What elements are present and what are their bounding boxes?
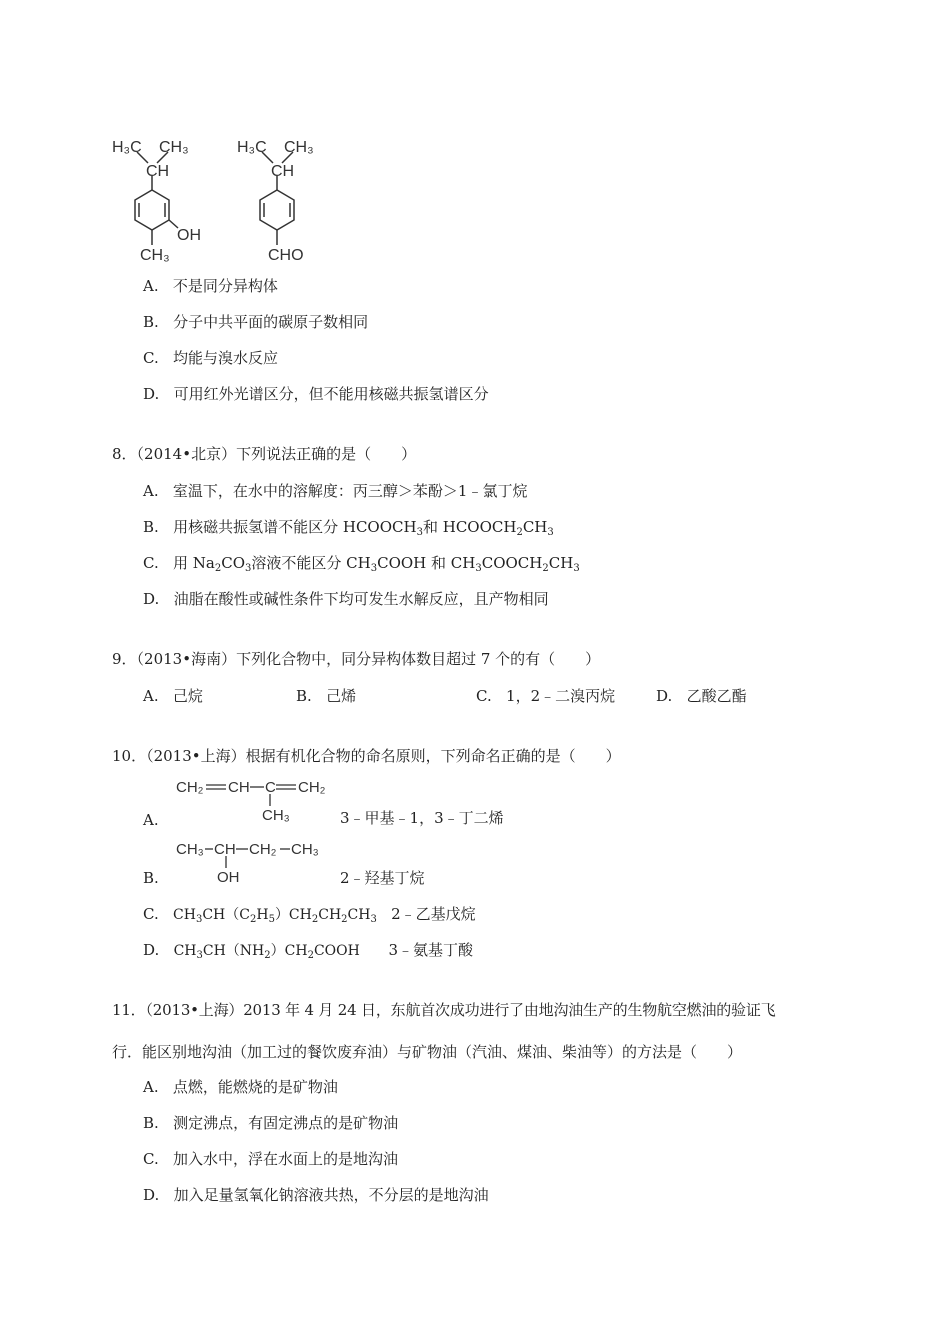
q9-option-d [656,686,747,706]
subscript: 5 [268,914,275,925]
option-text-part: 用 Na [173,554,215,572]
subscript: 3 [573,563,580,574]
q7-option-b [143,312,368,332]
subscript: 3 [245,563,252,574]
option-letter: C. [143,1150,159,1168]
option-letter: D. [656,687,673,705]
q10-structure-a [176,776,336,824]
q10-option-a-name: 3﹣甲基﹣1，3﹣丁二烯 [340,809,504,827]
option-text-part: CO [221,554,246,572]
q11-option-b [143,1113,398,1133]
option-letter: A. [143,482,159,500]
q10-option-c [143,904,476,930]
q7-mol2-ch: CH [271,163,295,180]
option-letter: C. [143,554,159,572]
q7-option-d [143,384,489,404]
q9-stem: 9．（2013•海南）下列化合物中，同分异构体数目超过 7 个的有（ ） [112,650,601,668]
q10-structure-b [176,838,336,886]
option-name: 3﹣氨基丁酸 [388,941,473,959]
struct-a-ch2-left: CH₂ [176,779,204,796]
option-letter: D. [143,385,160,403]
option-text: 加入水中，浮在水面上的是地沟油 [173,1150,399,1168]
struct-b-ch: CH [214,841,236,858]
q8-option-d [143,589,549,609]
option-letter: A. [143,277,159,295]
struct-a-ch3: CH₃ [262,807,290,824]
struct-b-ch3-left: CH₃ [176,841,204,858]
q8-stem: 8．（2014•北京）下列说法正确的是（ ） [112,445,417,463]
option-text: 室温下，在水中的溶解度：丙三醇＞苯酚＞1﹣氯丁烷 [172,482,528,500]
option-text: 测定沸点，有固定沸点的是矿物油 [173,1114,399,1132]
option-letter: D. [143,941,160,959]
formula-part: CH [173,943,197,959]
option-letter: A. [143,687,159,705]
subscript: 2 [341,914,348,925]
subscript: 2 [249,914,257,925]
q10-option-d [143,940,473,966]
q7-mol1-ch: CH [146,163,170,180]
option-letter: A. [143,1078,159,1096]
struct-b-oh: OH [217,869,240,886]
option-text: 点燃，能燃烧的是矿物油 [172,1078,338,1096]
subscript: 2 [214,563,222,574]
option-letter: B. [143,313,159,331]
subscript: 2 [307,950,314,961]
option-text: 加入足量氢氧化钠溶液共热，不分层的是地沟油 [173,1186,489,1204]
option-text: 不是同分异构体 [172,277,278,295]
option-letter: B. [143,1114,159,1132]
subscript: 2 [264,950,271,961]
option-letter: D. [143,590,160,608]
option-text: 油脂在酸性或碱性条件下均可发生水解反应，且产物相同 [173,590,549,608]
option-text-part: CH [548,554,574,572]
q7-option-c [143,348,278,368]
q7-option-a [143,276,278,296]
q10-option-b [143,868,159,888]
formula-part: CH [318,907,342,923]
q8-option-b [143,517,554,543]
option-letter: B. [143,869,159,887]
option-name: 2﹣乙基戊烷 [391,905,476,923]
q9-option-c [476,686,615,706]
formula-part: CH（C [202,907,250,923]
q9-option-a [143,686,203,706]
struct-a-ch: CH [228,779,250,796]
option-letter: D. [143,1186,160,1204]
q7-mol1-h3c: H₃C [112,139,142,156]
option-letter: B. [143,518,159,536]
option-text: 乙酸乙酯 [686,687,747,705]
q10-stem: 10．（2013•上海）根据有机化合物的命名原则，下列命名正确的是（ ） [112,747,621,765]
struct-b-ch3-right: CH₃ [291,841,319,858]
option-text: 分子中共平面的碳原子数相同 [173,313,369,331]
q7-mol2-cho: CHO [268,247,304,264]
q11-stem-line-1: 11．（2013•上海）2013 年 4 月 24 日，东航首次成功进行了由地沟油生产的生物航空燃油的验证飞 [112,1001,776,1019]
option-text: 己烯 [326,687,357,705]
subscript: 2 [516,527,523,538]
q7-mol2-ch3-top: CH₃ [284,139,314,156]
option-text-part: COOCH [481,554,543,572]
formula-part: H [256,907,269,923]
formula-part: CH（NH [202,943,265,959]
subscript: 3 [370,563,378,574]
struct-b-ch2: CH₂ [249,841,277,858]
option-letter: C. [143,349,159,367]
q10-option-a [143,810,159,830]
option-letter: C. [143,905,159,923]
subscript: 3 [547,527,554,538]
option-text-part: 用核磁共振氢谱不能区分 HCOOCH [173,518,417,536]
struct-a-c: C [265,779,276,796]
q11-option-c [143,1149,398,1169]
q7-mol1-ch3-bottom: CH₃ [140,247,170,264]
q7-mol2-h3c: H₃C [237,139,267,156]
option-text: 可用红外光谱区分，但不能用核磁共振氢谱区分 [173,385,489,403]
subscript: 3 [196,950,203,961]
option-letter: A. [143,811,159,829]
q8-option-c [143,553,580,579]
option-text-part: 和 HCOOCH [422,518,517,536]
formula-part: COOH [313,943,360,959]
formula-part: ）CH [274,907,312,923]
formula-part: CH [173,907,196,923]
option-text-part: CH [522,518,548,536]
q10-option-b-name: 2﹣羟基丁烷 [340,869,425,887]
option-text: 1，2﹣二溴丙烷 [506,687,616,705]
q8-option-a [143,481,527,501]
option-text-part: 溶液不能区分 CH [251,554,371,572]
subscript: 2 [311,914,319,925]
option-text: 均能与溴水反应 [173,349,279,367]
formula-part: CH [347,907,371,923]
option-letter: B. [296,687,312,705]
option-text-part: COOH 和 CH [377,554,476,572]
q11-option-a [143,1077,338,1097]
q7-mol1-oh: OH [177,227,201,244]
subscript: 3 [416,527,423,538]
q9-option-b [296,686,356,706]
q7-structures [110,130,340,270]
q11-stem-line-2: 行．能区别地沟油（加工过的餐饮废弃油）与矿物油（汽油、煤油、柴油等）的方法是（ ） [112,1043,743,1061]
option-letter: C. [476,687,492,705]
subscript: 3 [475,563,482,574]
formula-part: ）CH [270,943,308,959]
q11-option-d [143,1185,489,1205]
q7-mol1-ch3-top: CH₃ [159,139,189,156]
subscript: 3 [370,914,377,925]
subscript: 2 [542,563,549,574]
option-text: 己烷 [172,687,203,705]
subscript: 3 [195,914,203,925]
struct-a-ch2-right: CH₂ [298,779,326,796]
